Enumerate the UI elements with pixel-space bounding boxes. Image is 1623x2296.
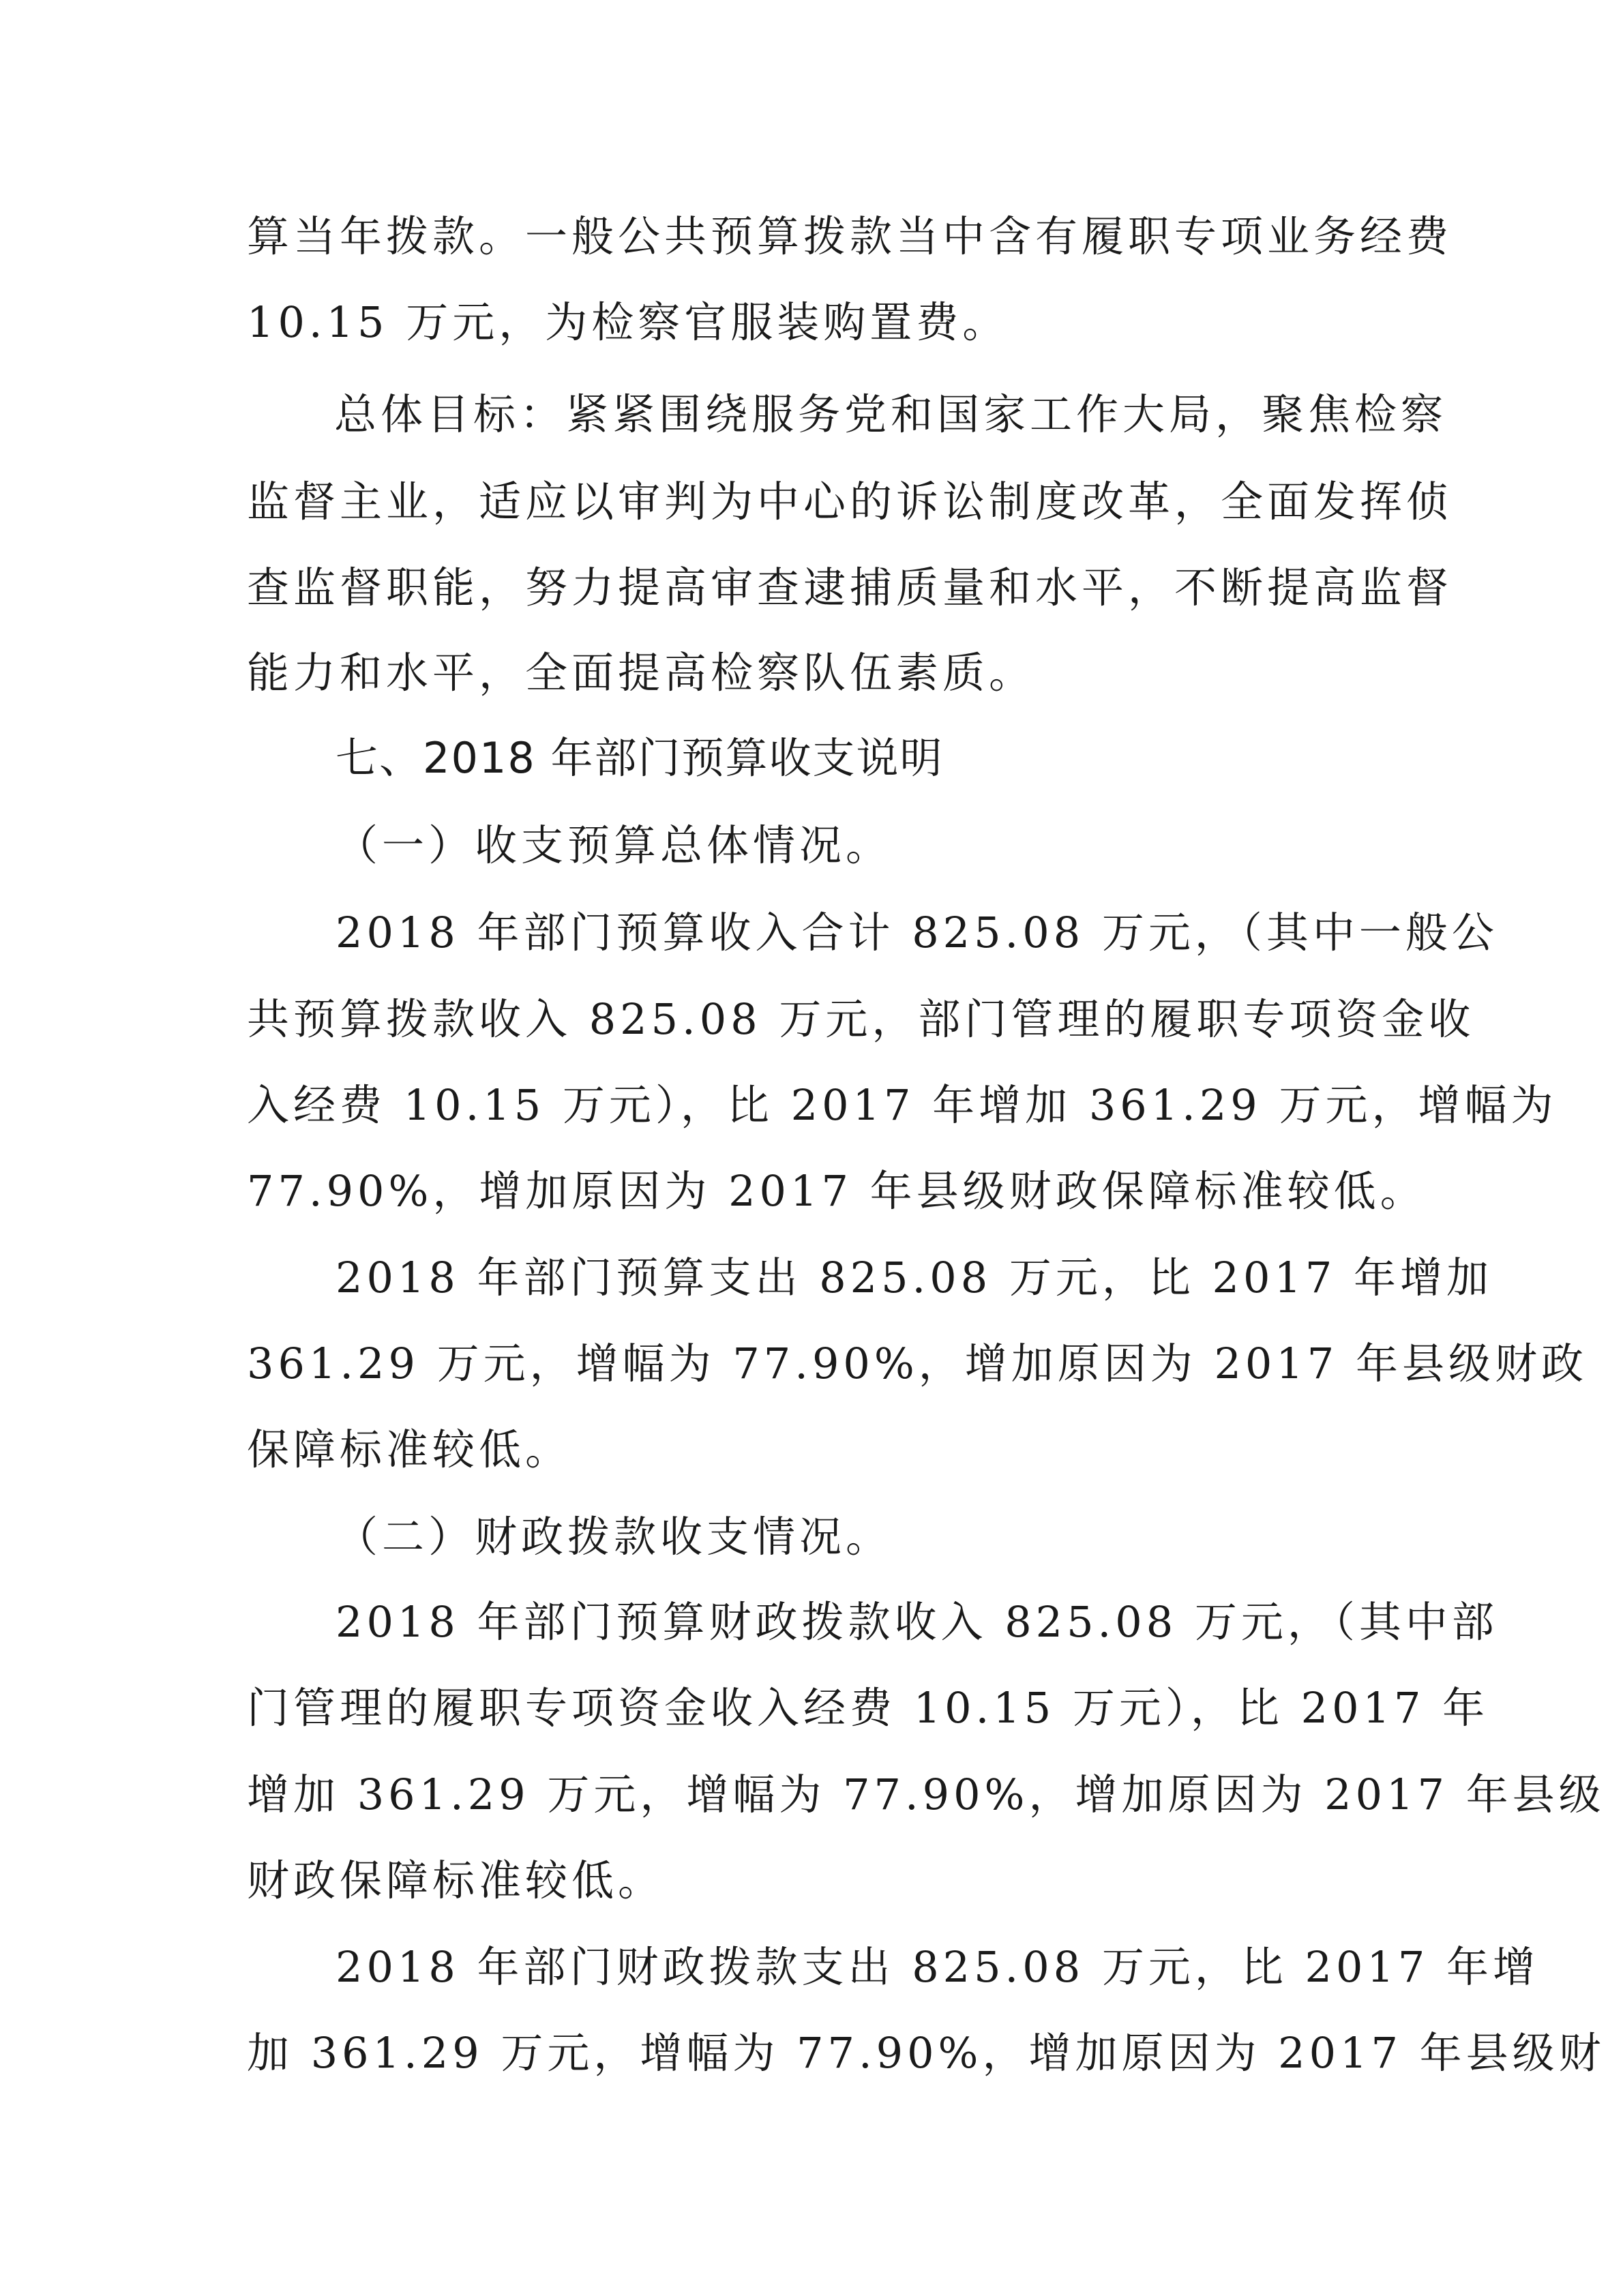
paragraph-overall-goal: 总体目标：紧紧围绕服务党和国家工作大局，聚焦检察 [334,389,1448,439]
body-text-line: 查监督职能，努力提高审查逮捕质量和水平，不断提高监督 [247,563,1453,612]
body-text-line: 361.29 万元，增幅为 77.90%，增加原因为 2017 年县级财政 [247,1339,1588,1388]
body-text-line: 共预算拨款收入 825.08 万元，部门管理的履职专项资金收 [247,994,1475,1044]
body-text-line: 2018 年部门预算支出 825.08 万元，比 2017 年增加 [336,1253,1493,1302]
body-text-line: 2018 年部门预算财政拨款收入 825.08 万元，（其中部 [336,1597,1498,1647]
body-text-line: 财政保障标准较低。 [247,1855,665,1905]
body-text-line: 保障标准较低。 [247,1425,572,1474]
body-text-line: 能力和水平，全面提高检察队伍素质。 [247,648,1036,698]
body-text-line: 2018 年部门预算收入合计 825.08 万元，（其中一般公 [336,908,1498,957]
body-text-line: 77.90%，增加原因为 2017 年县级财政保障标准较低。 [247,1166,1427,1216]
body-text-line: 加 361.29 万元，增幅为 77.90%，增加原因为 2017 年县级财 [247,2028,1605,2078]
body-text-line: 增加 361.29 万元，增幅为 77.90%，增加原因为 2017 年县级 [247,1770,1605,1819]
body-text-line: 2018 年部门财政拨款支出 825.08 万元，比 2017 年增 [336,1942,1540,1992]
body-text-line: 监督主业，适应以审判为中心的诉讼制度改革，全面发挥侦 [247,477,1453,526]
body-text-line: 门管理的履职专项资金收入经费 10.15 万元），比 2017 年 [247,1683,1489,1733]
body-text-line: 入经费 10.15 万元），比 2017 年增加 361.29 万元，增幅为 [247,1080,1558,1130]
subsection-heading: （二）财政拨款收支情况。 [336,1512,893,1562]
subsection-heading: （一）收支预算总体情况。 [336,820,893,870]
body-text-line: 算当年拨款。一般公共预算拨款当中含有履职专项业务经费 [247,211,1453,261]
body-text-line: 10.15 万元，为检察官服装购置费。 [247,297,1009,347]
section-heading: 七、2018 年部门预算收支说明 [336,733,944,783]
